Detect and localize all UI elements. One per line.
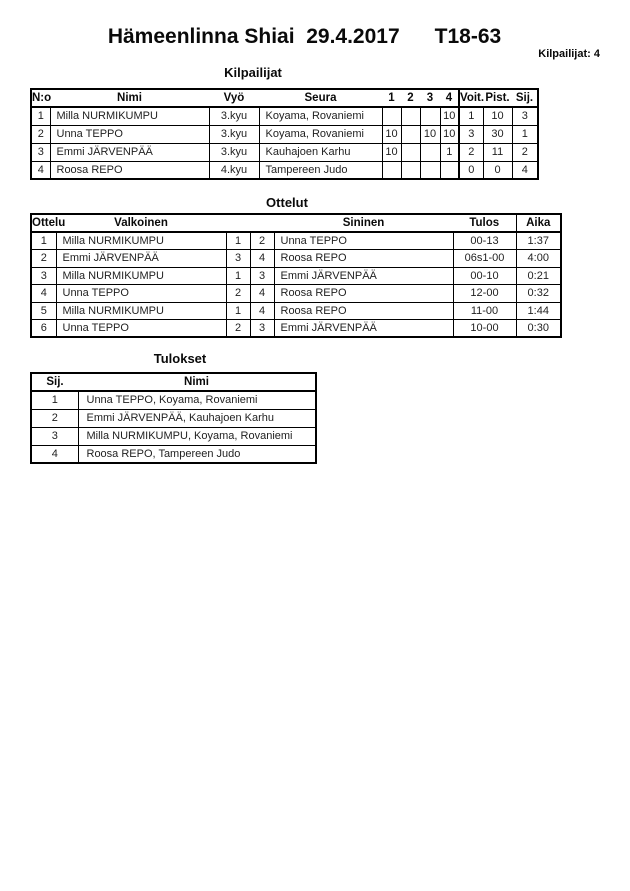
cell-blue-no: 4: [250, 285, 274, 303]
cell-belt: 3.kyu: [209, 107, 259, 125]
cell-rank: 1: [31, 391, 78, 409]
column-header-points: Pist.: [483, 89, 512, 107]
cell-score-1: 10: [382, 143, 401, 161]
cell-blue-no: 4: [250, 250, 274, 268]
results-section-title: Tulokset: [153, 351, 207, 366]
cell-time: 4:00: [516, 250, 561, 268]
match-row: [31, 302, 561, 320]
cell-blue-name: Roosa REPO: [274, 285, 453, 303]
cell-name: Milla NURMIKUMPU, Koyama, Rovaniemi: [78, 427, 316, 445]
page-title: Hämeenlinna Shiai 29.4.2017 T18-63: [107, 25, 502, 48]
cell-blue-no: 3: [250, 320, 274, 338]
cell-white-no: 1: [226, 267, 250, 285]
cell-rank: 4: [31, 445, 78, 463]
matches-section-title: Ottelut: [266, 195, 308, 210]
cell-match-no: 6: [31, 320, 56, 338]
cell-score-1: 10: [382, 125, 401, 143]
cell-result: 00-13: [453, 232, 516, 250]
cell-club: Tampereen Judo: [259, 161, 382, 179]
cell-club: Koyama, Rovaniemi: [259, 125, 382, 143]
column-header-rank: Sij.: [512, 89, 538, 107]
result-row: [31, 427, 316, 445]
cell-wins: 1: [459, 107, 483, 125]
cell-white-name: Milla NURMIKUMPU: [56, 302, 226, 320]
cell-blue-name: Roosa REPO: [274, 302, 453, 320]
cell-time: 1:37: [516, 232, 561, 250]
cell-white-name: Milla NURMIKUMPU: [56, 232, 226, 250]
cell-name: Roosa REPO: [50, 161, 209, 179]
cell-result: 11-00: [453, 302, 516, 320]
cell-score-4: 10: [440, 125, 459, 143]
cell-white-name: Unna TEPPO: [56, 285, 226, 303]
cell-white-no: 1: [226, 302, 250, 320]
cell-score-3: [420, 161, 440, 179]
cell-time: 0:21: [516, 267, 561, 285]
match-row: [31, 320, 561, 338]
cell-name: Roosa REPO, Tampereen Judo: [78, 445, 316, 463]
competitor-row: [31, 143, 538, 161]
match-row: [31, 232, 561, 250]
match-row: [31, 267, 561, 285]
cell-rank: 4: [512, 161, 538, 179]
cell-match-no: 1: [31, 232, 56, 250]
column-header-blue-no: [250, 214, 274, 232]
cell-white-name: Unna TEPPO: [56, 320, 226, 338]
matches-header-row: [31, 214, 561, 232]
cell-white-no: 2: [226, 320, 250, 338]
column-header-result: Tulos: [453, 214, 516, 232]
match-row: [31, 285, 561, 303]
cell-rank: 2: [31, 409, 78, 427]
cell-time: 0:30: [516, 320, 561, 338]
cell-blue-no: 2: [250, 232, 274, 250]
cell-match-no: 5: [31, 302, 56, 320]
competitors-table: [30, 88, 539, 180]
cell-score-4: [440, 161, 459, 179]
cell-score-3: 10: [420, 125, 440, 143]
cell-score-2: [401, 161, 420, 179]
column-header-rank: Sij.: [31, 373, 78, 391]
competitors-count-label: Kilpailijat: 4: [538, 48, 600, 60]
column-header-white: Valkoinen: [56, 214, 226, 232]
cell-match-no: 2: [31, 250, 56, 268]
cell-name: Emmi JÄRVENPÄÄ: [50, 143, 209, 161]
column-header-name: Nimi: [78, 373, 316, 391]
cell-white-name: Milla NURMIKUMPU: [56, 267, 226, 285]
cell-white-no: 1: [226, 232, 250, 250]
cell-blue-no: 4: [250, 302, 274, 320]
column-header-opp4: 4: [440, 89, 459, 107]
cell-time: 0:32: [516, 285, 561, 303]
match-row: [31, 250, 561, 268]
cell-result: 06s1-00: [453, 250, 516, 268]
cell-belt: 3.kyu: [209, 143, 259, 161]
cell-club: Kauhajoen Karhu: [259, 143, 382, 161]
cell-name: Unna TEPPO, Koyama, Rovaniemi: [78, 391, 316, 409]
cell-no: 2: [31, 125, 50, 143]
cell-club: Koyama, Rovaniemi: [259, 107, 382, 125]
column-header-blue: Sininen: [274, 214, 453, 232]
column-header-opp1: 1: [382, 89, 401, 107]
cell-score-2: [401, 125, 420, 143]
column-header-opp2: 2: [401, 89, 420, 107]
cell-blue-name: Roosa REPO: [274, 250, 453, 268]
cell-rank: 2: [512, 143, 538, 161]
cell-belt: 4.kyu: [209, 161, 259, 179]
cell-rank: 3: [512, 107, 538, 125]
cell-name: Milla NURMIKUMPU: [50, 107, 209, 125]
competitors-section-title: Kilpailijat: [224, 65, 282, 80]
cell-result: 00-10: [453, 267, 516, 285]
cell-score-2: [401, 107, 420, 125]
column-header-no: N:o: [31, 89, 50, 107]
cell-white-no: 2: [226, 285, 250, 303]
cell-wins: 0: [459, 161, 483, 179]
matches-table: [30, 213, 562, 338]
cell-time: 1:44: [516, 302, 561, 320]
cell-no: 1: [31, 107, 50, 125]
result-row: [31, 409, 316, 427]
result-row: [31, 391, 316, 409]
column-header-time: Aika: [516, 214, 561, 232]
cell-score-2: [401, 143, 420, 161]
cell-no: 3: [31, 143, 50, 161]
cell-wins: 3: [459, 125, 483, 143]
column-header-name: Nimi: [50, 89, 209, 107]
cell-score-1: [382, 107, 401, 125]
column-header-club: Seura: [259, 89, 382, 107]
cell-score-1: [382, 161, 401, 179]
cell-score-4: 10: [440, 107, 459, 125]
cell-rank: 1: [512, 125, 538, 143]
cell-points: 30: [483, 125, 512, 143]
cell-name: Emmi JÄRVENPÄÄ, Kauhajoen Karhu: [78, 409, 316, 427]
cell-points: 0: [483, 161, 512, 179]
column-header-belt: Vyö: [209, 89, 259, 107]
cell-rank: 3: [31, 427, 78, 445]
cell-white-no: 3: [226, 250, 250, 268]
cell-blue-name: Unna TEPPO: [274, 232, 453, 250]
cell-white-name: Emmi JÄRVENPÄÄ: [56, 250, 226, 268]
cell-blue-name: Emmi JÄRVENPÄÄ: [274, 267, 453, 285]
cell-result: 12-00: [453, 285, 516, 303]
cell-points: 11: [483, 143, 512, 161]
results-table: [30, 372, 317, 464]
column-header-opp3: 3: [420, 89, 440, 107]
cell-belt: 3.kyu: [209, 125, 259, 143]
cell-name: Unna TEPPO: [50, 125, 209, 143]
competitors-header-row: [31, 89, 538, 107]
column-header-match-no: Ottelu: [31, 214, 56, 232]
column-header-white-no: [226, 214, 250, 232]
result-row: [31, 445, 316, 463]
cell-score-4: 1: [440, 143, 459, 161]
cell-match-no: 3: [31, 267, 56, 285]
cell-match-no: 4: [31, 285, 56, 303]
column-header-wins: Voit.: [459, 89, 483, 107]
cell-no: 4: [31, 161, 50, 179]
cell-wins: 2: [459, 143, 483, 161]
competitor-row: [31, 125, 538, 143]
competitor-row: [31, 161, 538, 179]
cell-score-3: [420, 107, 440, 125]
cell-blue-name: Emmi JÄRVENPÄÄ: [274, 320, 453, 338]
cell-result: 10-00: [453, 320, 516, 338]
competitor-row: [31, 107, 538, 125]
results-header-row: [31, 373, 316, 391]
cell-points: 10: [483, 107, 512, 125]
cell-score-3: [420, 143, 440, 161]
cell-blue-no: 3: [250, 267, 274, 285]
